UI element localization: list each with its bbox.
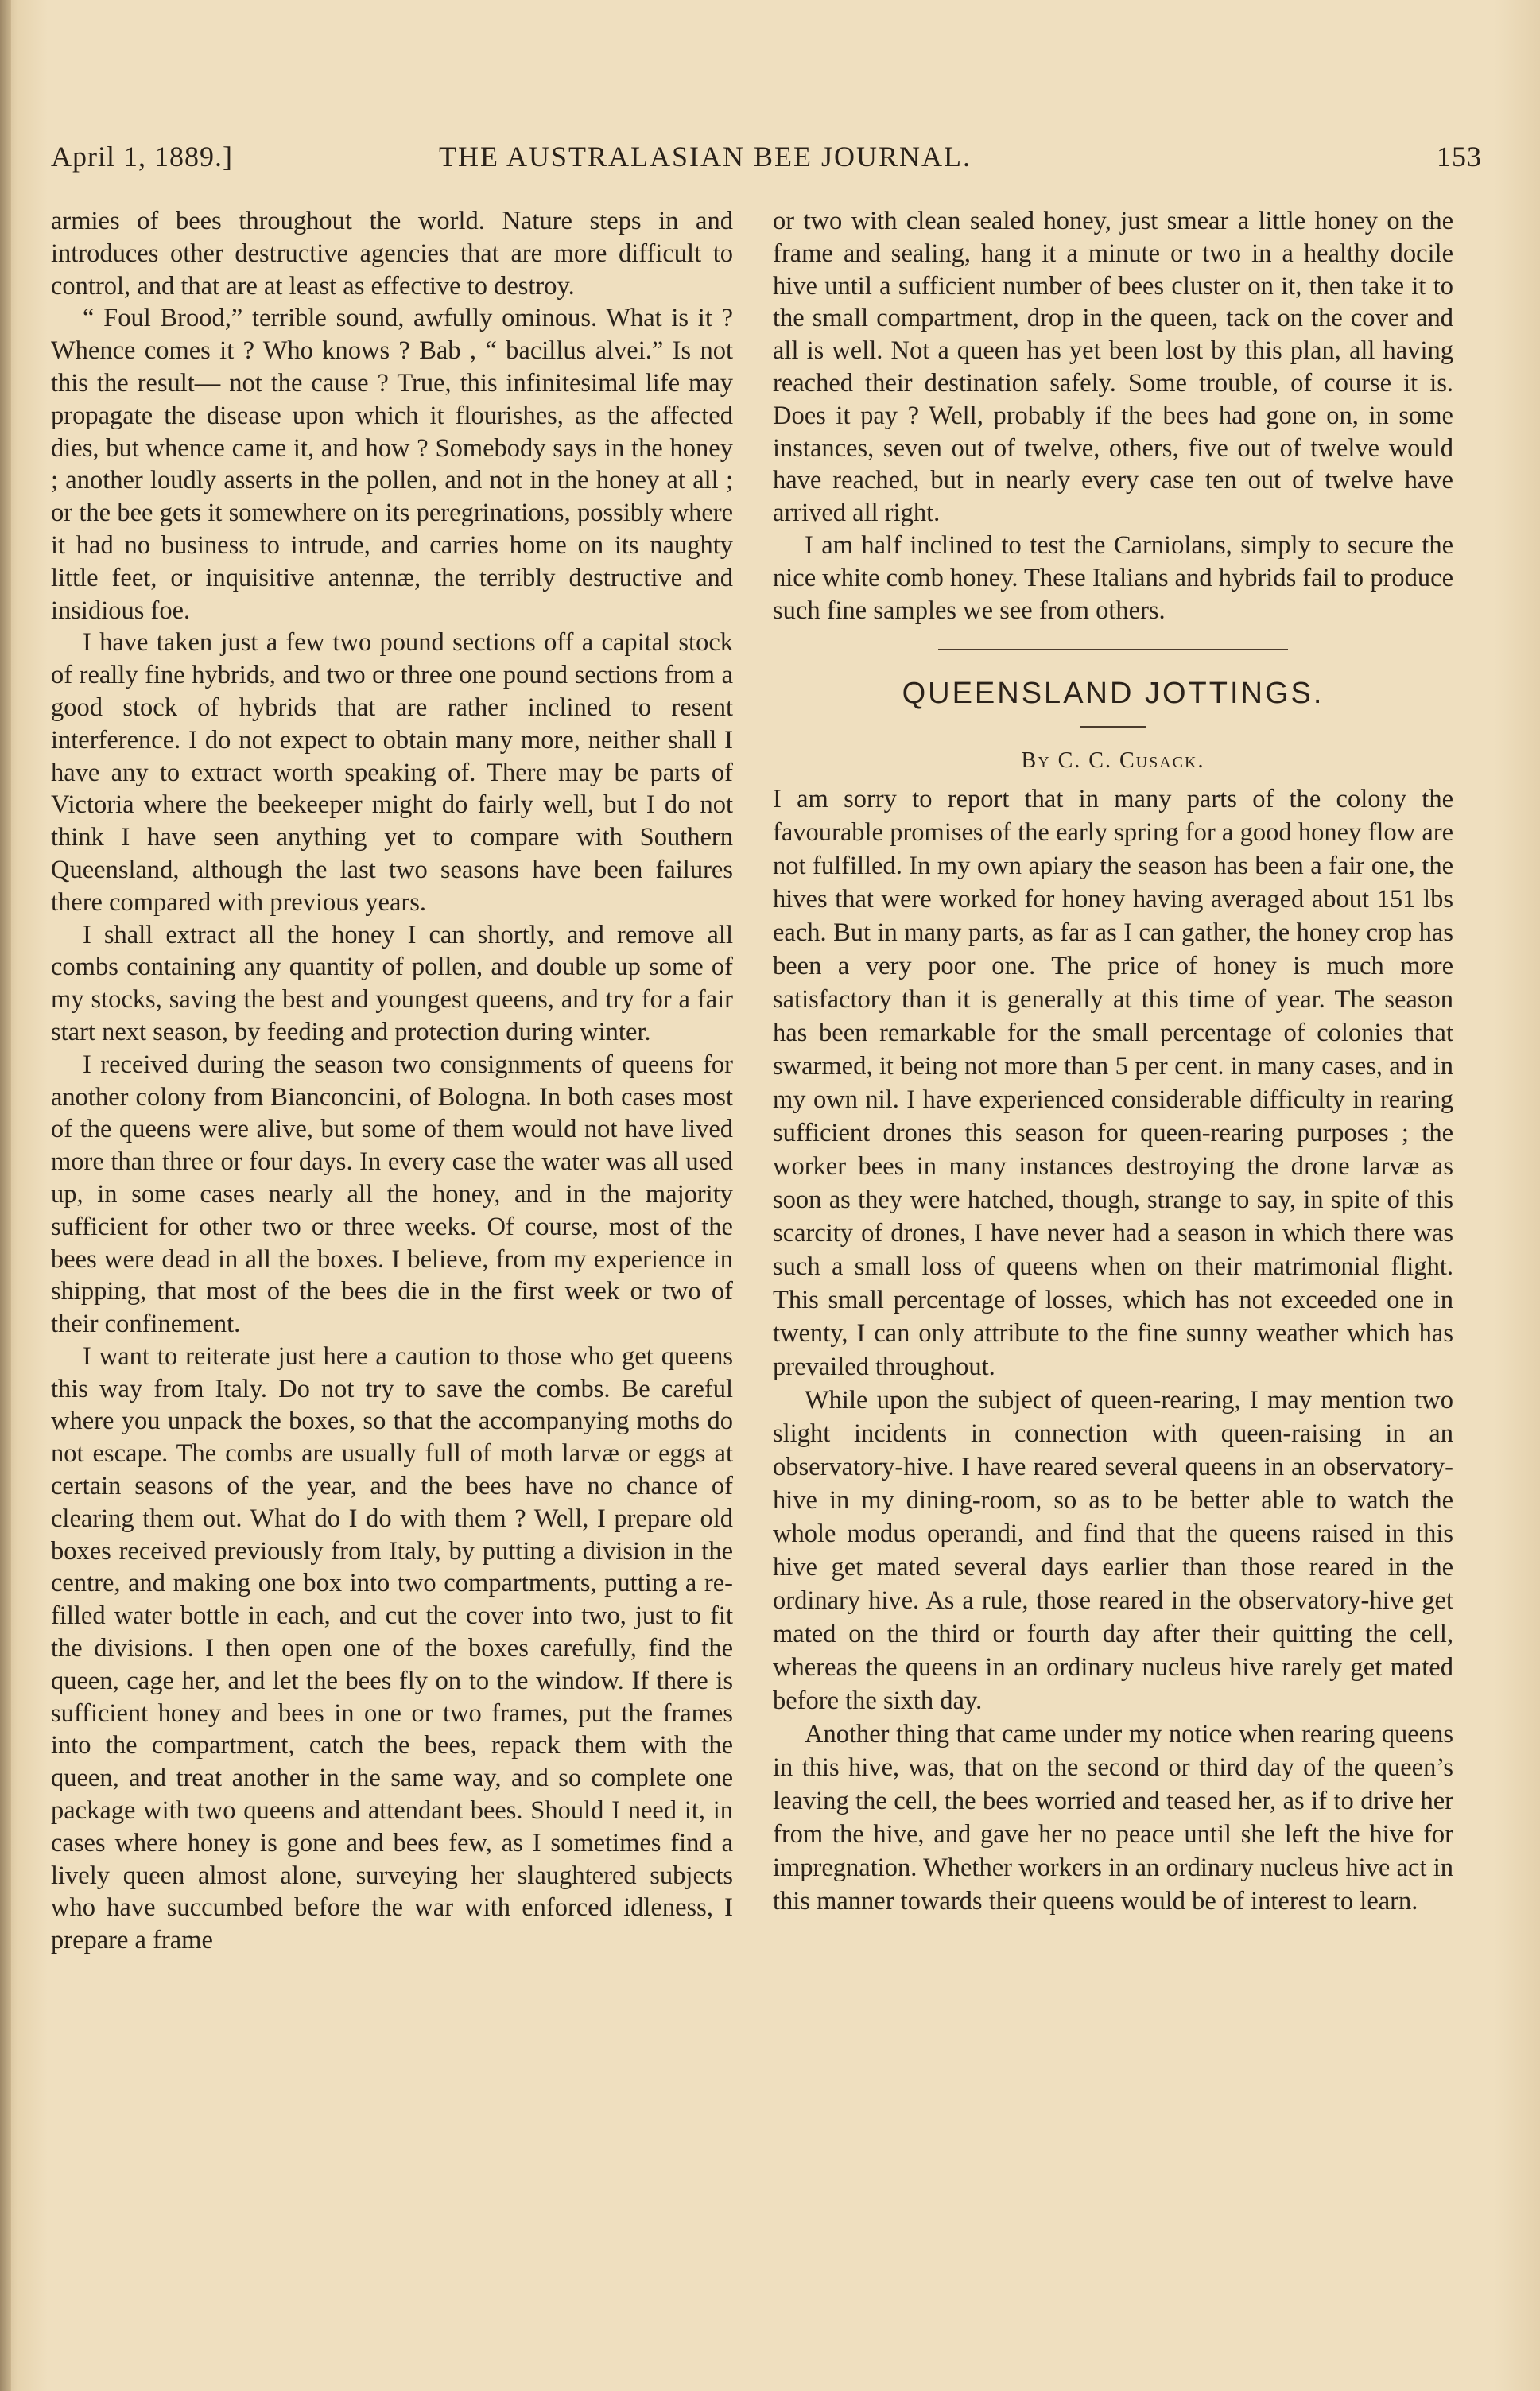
paragraph: armies of bees throughout the world. Nature steps in and introduces other destructive agencies that are more difficult to control, and that are at least as effective to destroy. [51, 207, 733, 301]
byline: By C. C. Cusack. [1021, 748, 1205, 774]
paragraph: I want to reiterate just here a caution to those who get queens this way from Italy. Do not try to save the combs. Be careful where you unpack the boxes, so that the accompanying moths do not escape. The combs are usually full of moth larvæ or eggs at certain seasons of the year, and the bees have no chance of clearing them out. What do I do with them ? Well, I prepare old boxes received previously from Italy, by putting a division in the centre, and making one box into two compartments, putting a re-filled water bottle in each, and cut the cover into two, just to fit the divisions. I then open one of the boxes carefully, find the queen, cage her, and let the bees fly on to the window. If there is sufficient honey and bees in one or two frames, put the frames into the compartment, catch the bees, repack them with the queen, and treat another in the same way, and so complete one package with two queens and attendant bees. Should I need it, in cases where honey is gone and bees few, as I sometimes find a lively queen almost alone, surveying her slaughtered subjects who have succumbed before the war with enforced idleness, I prepare a frame [51, 1341, 733, 1955]
paragraph: I am sorry to report that in many parts of the colony the favourable promises of the early spring for a good honey flow are not fulfilled. In my own apiary the season has been a fair one, the hives that were worked for honey having averaged about 151 lbs each. But in many parts, as far as I can gather, the honey crop has been a very poor one. The price of honey is much more satisfactory than it is generally at this time of year. The season has been remarkable for the small percentage of colonies that swarmed, it being not more than 5 per cent. in many cases, and in my own nil. I have experienced considerable difficulty in rearing sufficient drones this season for queen-rearing purposes ; the worker bees in many instances destroying the drone larvæ as soon as they were hatched, though, strange to say, in spite of this scarcity of drones, I have never had a season in which there was such a small loss of queens when on their matrimonial flight. This small percentage of losses, which has not exceeded one in twenty, I can only attribute to the fine sunny weather which has prevailed throughout. [773, 784, 1453, 1381]
header-page-number: 153 [1437, 141, 1482, 173]
paragraph: or two with clean sealed honey, just smear a little honey on the frame and sealing, hang it a minute or two in a healthy docile hive until a sufficient number of bees cluster on it, then take it to the small compartment, drop in the queen, tack on the cover and all is well. Not a queen has yet been lost by this plan, all having reached their destination safely. Some trouble, of course it is. Does it pay ? Well, probably if the bees had gone on, in some instances, seven out of twelve, others, five out of twelve would have reached, but in nearly every case ten out of twelve have arrived all right. [773, 207, 1453, 528]
section-divider [938, 649, 1288, 650]
paragraph: I am half inclined to test the Carniolans, simply to secure the nice white comb honey. These Italians and hybrids fail to produce such fine samples we see from others. [773, 530, 1453, 625]
section-title: QUEENSLAND JOTTINGS. [902, 677, 1325, 711]
paragraph: I received during the season two consignments of queens for another colony from Bianconcini, of Bologna. In both cases most of the queens were alive, but some of them would not have lived more than three or four days. In every case the water was all used up, in some cases nearly all the honey, and in the majority sufficient for other two or three weeks. Of course, most of the bees were dead in all the boxes. I believe, from my experience in shipping, that most of the bees die in the first week or two of their confinement. [51, 1050, 733, 1339]
article-body [773, 782, 1453, 1918]
running-header [51, 140, 1482, 180]
paragraph: I have taken just a few two pound sections off a capital stock of really fine hybrids, and two or three one pound sections from a good stock of hybrids that are rather inclined to resent interference. I do not expect to obtain many more, neither shall I have any to extract worth speaking of. There may be parts of Victoria where the beekeeper might do fairly well, but I do not think I have seen anything yet to compare with Southern Queensland, although the last two seasons have been failures there compared with previous years. [51, 628, 733, 917]
paragraph: While upon the subject of queen-rearing, I may mention two slight incidents in connection with queen-raising in an observatory-hive. I have reared several queens in an observatory-hive in my dining-room, so as to be better able to watch the whole modus operandi, and find that the queens raised in this hive get mated several days earlier than those reared in the ordinary hive. As a rule, those reared in the observatory-hive get mated on the third or fourth day after their quitting the cell, whereas the queens in an ordinary nucleus hive rarely get mated before the sixth day. [773, 1385, 1453, 1715]
paragraph: Another thing that came under my notice when rearing queens in this hive, was, that on the second or third day of the queen’s leaving the cell, the bees worried and teased her, as if to drive her from the hive, and gave her no peace until she left the hive for impregnation. Whether workers in an ordinary nucleus hive act in this manner towards their queens would be of interest to learn. [773, 1719, 1453, 1916]
left-column [51, 205, 733, 1957]
title-rule [1080, 726, 1146, 728]
right-column [773, 205, 1453, 1918]
page-binding-edge [0, 0, 11, 2391]
paragraph: I shall extract all the honey I can shortly, and remove all combs containing any quantity of pollen, and double up some of my stocks, saving the best and youngest queens, and try for a fair start next season, by feeding and protection during winter. [51, 920, 733, 1046]
paragraph: “ Foul Brood,” terrible sound, awfully ominous. What is it ? Whence comes it ? Who knows ? Bab , “ bacillus alvei.” Is not this the result— not the cause ? True, this infinitesimal life may propagate the disease upon which it flourishes, as the affected dies, but whence came it, and how ? Somebody says in the honey ; another loudly asserts in the pollen, and not in the honey at all ; or the bee gets it somewhere on its peregrinations, possibly where it had no business to intrude, and carries home on its naughty little feet, or inquisitive antennæ, the terribly destructive and insidious foe. [51, 304, 733, 625]
header-date: April 1, 1889.] [51, 141, 233, 173]
header-journal-title: THE AUSTRALASIAN BEE JOURNAL. [439, 141, 972, 173]
